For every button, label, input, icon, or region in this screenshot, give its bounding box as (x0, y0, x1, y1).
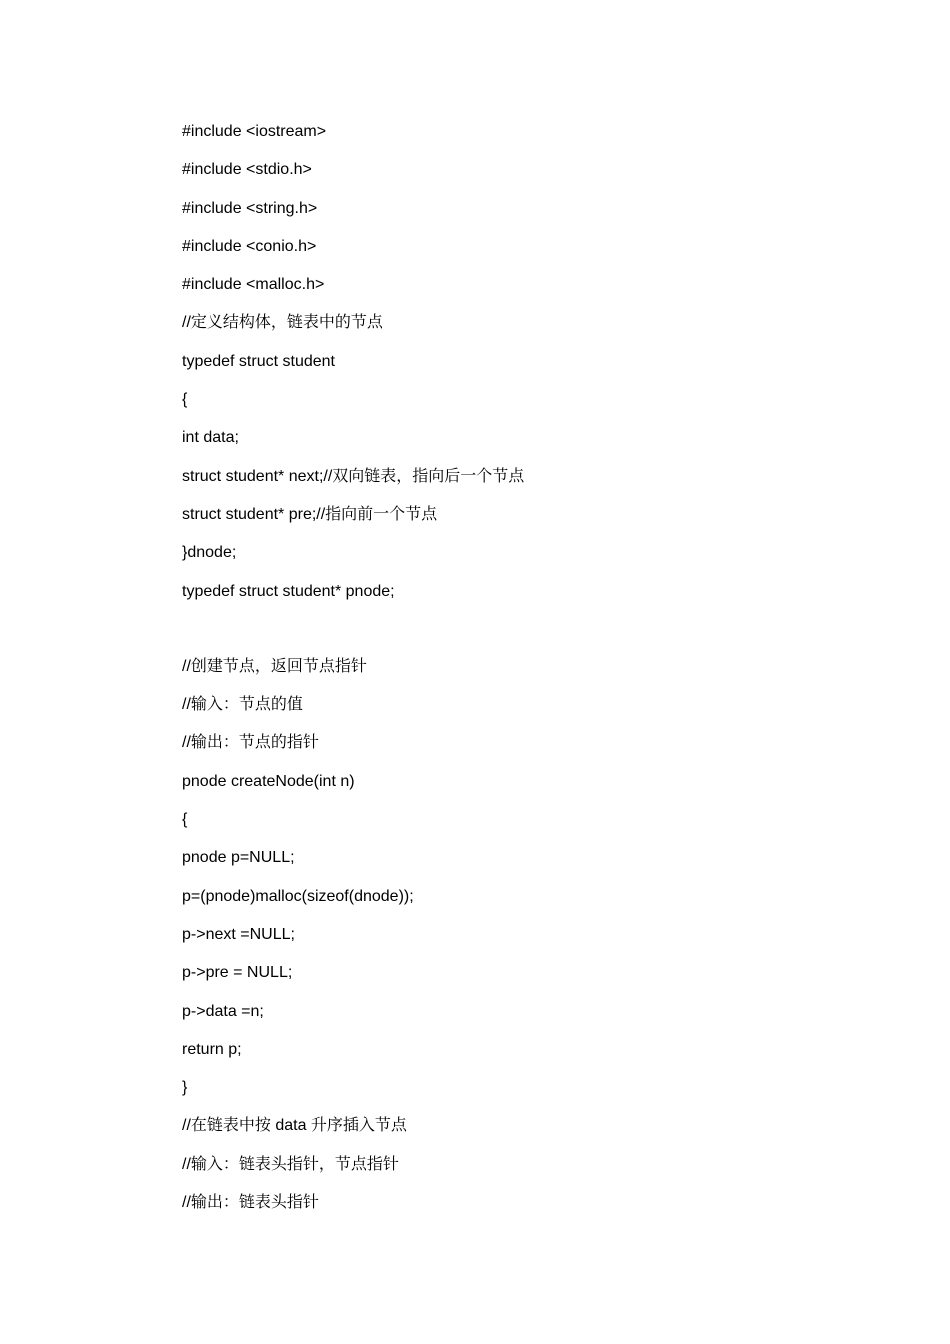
code-line: pnode p=NULL; (182, 849, 295, 867)
code-line: struct student* next;//双向链表，指向后一个节点 (182, 467, 525, 485)
code-line: }dnode; (182, 544, 237, 562)
code-line: typedef struct student* pnode; (182, 582, 395, 600)
comment-line: //输入：链表头指针，节点指针 (182, 1155, 399, 1173)
code-line: return p; (182, 1040, 242, 1058)
code-line: p=(pnode)malloc(sizeof(dnode)); (182, 887, 414, 905)
code-line: #include <string.h> (182, 199, 318, 217)
code-line: } (182, 1079, 188, 1097)
comment-line: //输出：链表头指针 (182, 1194, 319, 1212)
code-line: int data; (182, 429, 239, 447)
code-line: #include <malloc.h> (182, 276, 325, 294)
blank-line (182, 618, 882, 655)
code-line: { (182, 391, 188, 409)
code-line: #include <iostream> (182, 123, 327, 140)
code-line: p->pre = NULL; (182, 964, 293, 982)
comment-line: //在链表中按 data 升序插入节点 (182, 1117, 407, 1135)
comment-line: //输出：节点的指针 (182, 734, 319, 752)
code-line: #include <stdio.h> (182, 161, 312, 179)
comment-line: //定义结构体，链表中的节点 (182, 314, 383, 332)
code-line: { (182, 811, 188, 829)
comment-line: //输入：节点的值 (182, 696, 303, 714)
code-listing (182, 120, 882, 1229)
code-line: struct student* pre;//指向前一个节点 (182, 505, 438, 523)
code-line: typedef struct student (182, 352, 335, 370)
comment-line: //创建节点，返回节点指针 (182, 657, 367, 675)
code-line: p->data =n; (182, 1002, 264, 1020)
code-line: p->next =NULL; (182, 925, 295, 943)
code-line: #include <conio.h> (182, 237, 317, 255)
code-line: pnode createNode(int n) (182, 772, 355, 790)
